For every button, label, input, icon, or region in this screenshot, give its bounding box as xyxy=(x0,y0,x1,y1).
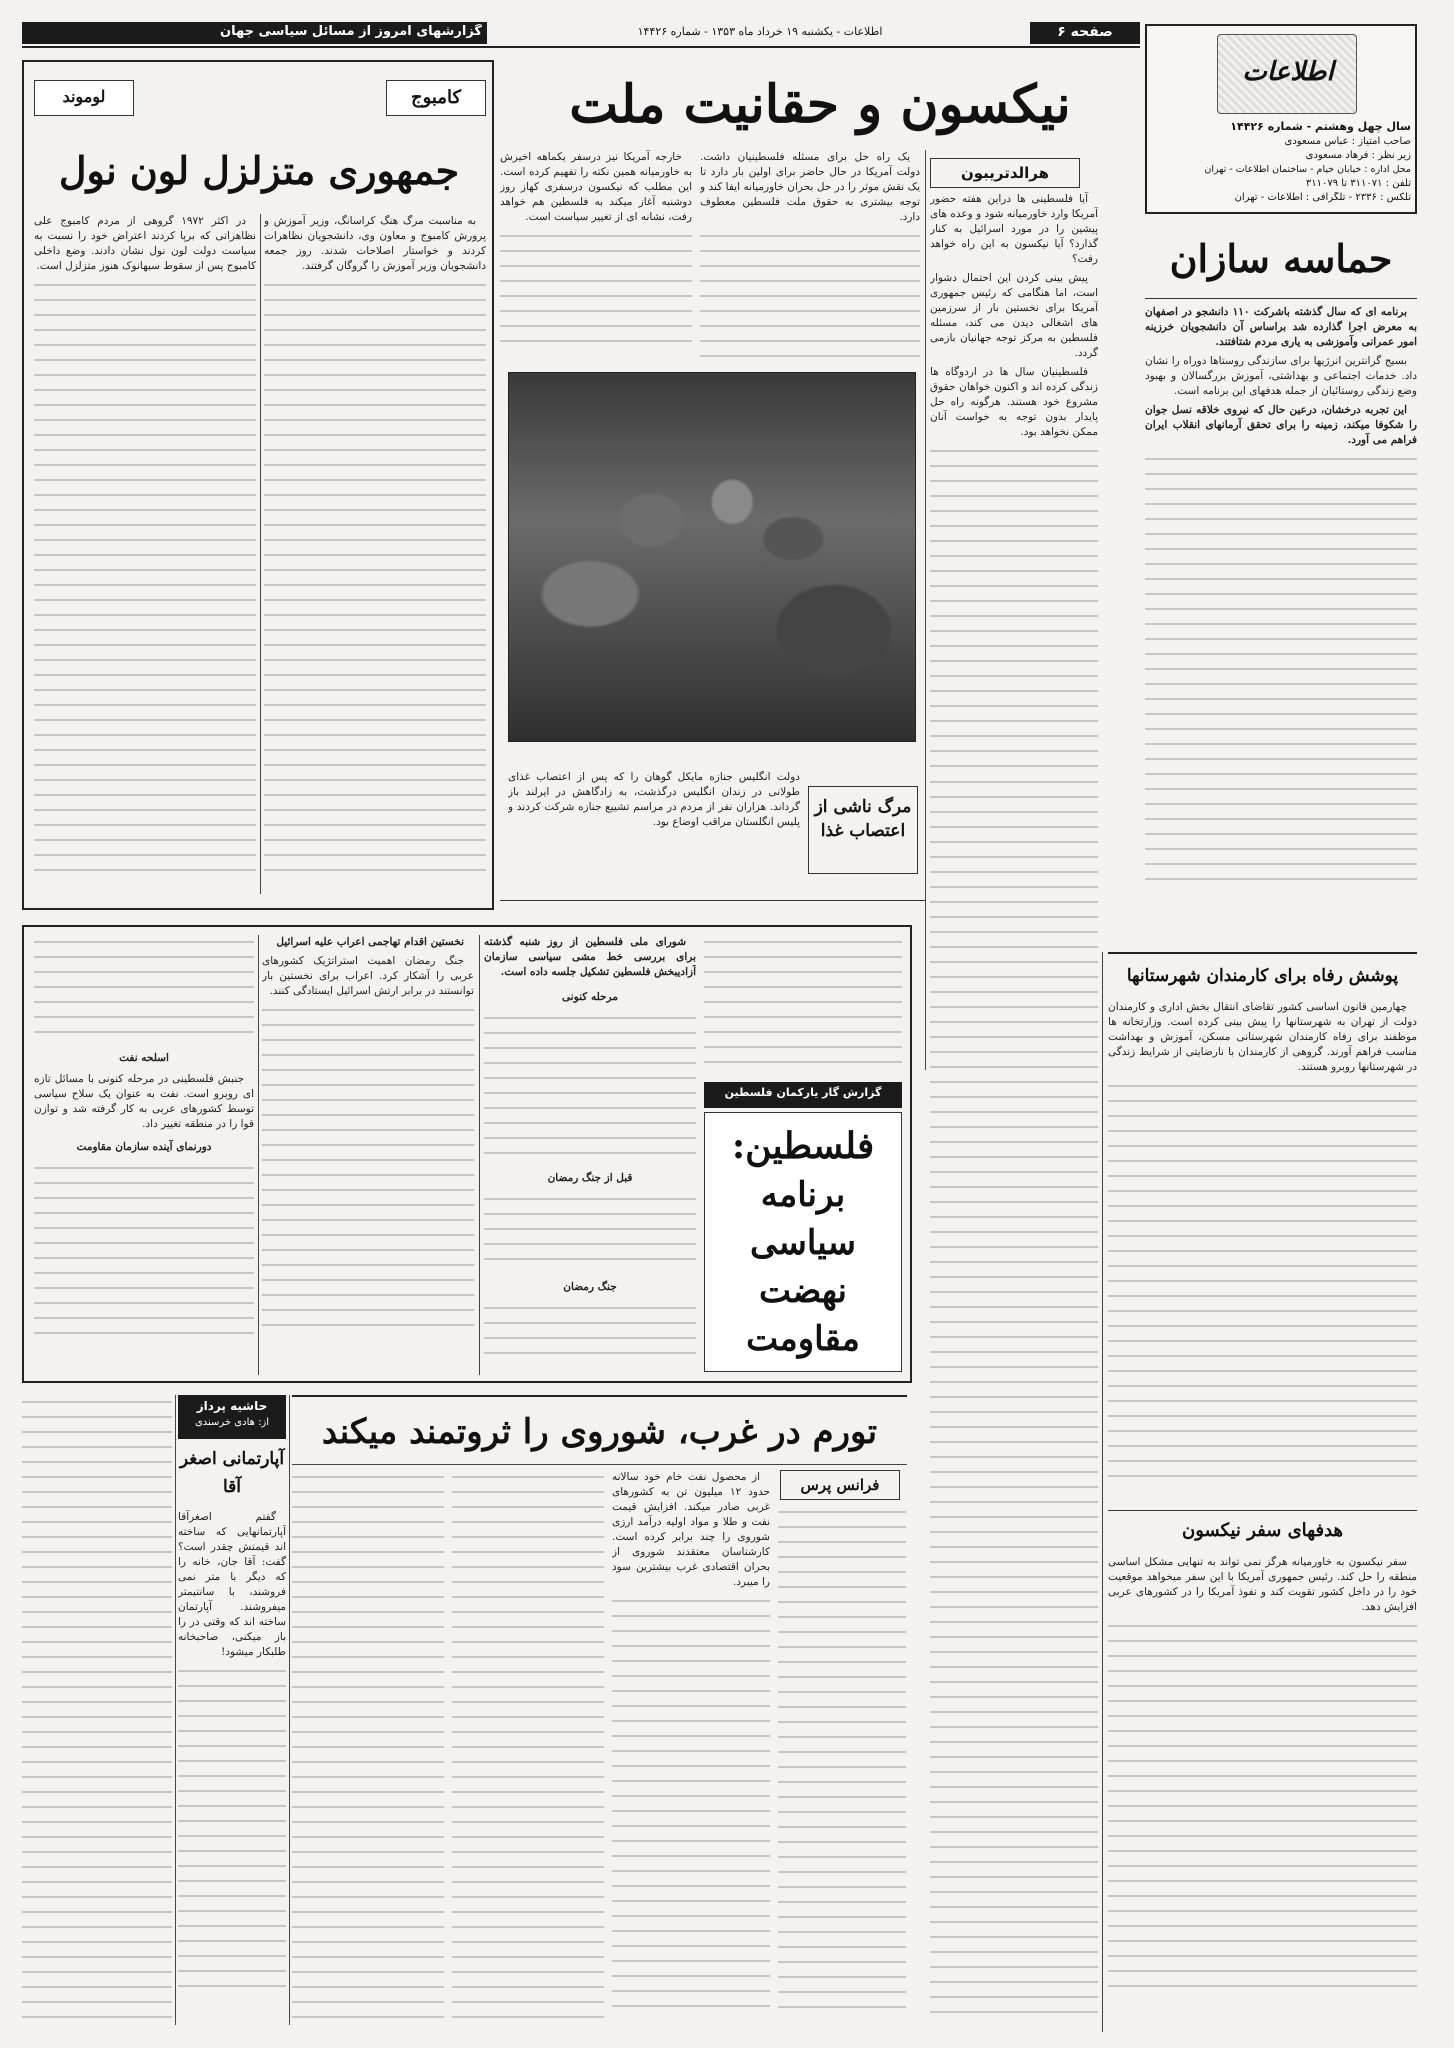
inflation-text: از محصول نفت خام خود سالانه حدود ۱۲ میلیون تن به کشورهای غربی صادر میکند. افزایش قیمت نفت و طلا و مواد اولیه درآمد ارزی شوروی را چند برابر کرده است. کارشناسان معتقدند شوروی از بحران اقتصادی غرب بیشترین سود را میبرد. xyxy=(612,1471,770,1588)
page-label-box xyxy=(1030,22,1140,44)
herald-continuation xyxy=(930,775,1098,2025)
text-continuation xyxy=(1108,1619,1417,1999)
palestine-label: گزارش گار یارکمان فلسطین xyxy=(724,1086,882,1099)
cambodia-headline: جمهوری متزلزل لون نول xyxy=(58,148,460,193)
masthead-editor: زیر نظر : فرهاد مسعودی xyxy=(1305,150,1411,161)
cambodia-body-left-text: در اکثر ۱۹۷۲ گروهی از مردم کامبوج علی نظاهراتی که برپا کردند اعتراض خود را نسبت به سیاست دولت لون نول نشان دادند. وضع داخلی کامبوج پس از سقوط سیهانوک هنوز متزلزل است. xyxy=(34,215,256,272)
text-continuation xyxy=(704,935,902,1070)
palestine-col-second xyxy=(262,935,474,1375)
text-continuation xyxy=(500,229,692,344)
palestine-headline-box xyxy=(704,1112,902,1372)
lead-column-1 xyxy=(700,150,920,365)
employees-body xyxy=(1108,1000,1417,1505)
palestine-col-left-body: جنبش فلسطینی در مرحله کنونی با مسائل تازه ای روبرو است. نفت به عنوان یک سلاح سیاسی توسط کشورهای عربی به کار گرفته شد و توازن قوا را در منطقه تغییر داد. xyxy=(34,1073,254,1130)
text-continuation xyxy=(292,1470,444,2020)
text-continuation xyxy=(178,1664,286,1994)
palestine-label-bar xyxy=(704,1082,902,1108)
column-rule xyxy=(1102,952,1103,2032)
inflation-body-col1 xyxy=(778,1505,906,2025)
nixon-trip-rule xyxy=(1108,1510,1417,1511)
masthead-year: سال چهل وهشتم - شماره ۱۴۴۲۶ xyxy=(1230,120,1411,133)
lead-column-1-text: یک راه حل برای مسئله فلسطینیان داشت. دولت آمریکا در حال حاضر برای اولین بار دارد تا یک نقش موثر را در حل بحران خاورمیانه ایفا کند و توجه بیشتری به حقوق ملت فلسطین معطوف دارد. xyxy=(700,151,920,223)
herald-tribune-paragraph: فلسطینیان سال ها در اردوگاه ها زندگی کرده اند و اکنون خواهان حقوق مشروع خود هستند. هرگونه راه حل پایدار بدون توجه به خواست آنان ممکن نخواهد بود. xyxy=(930,366,1098,438)
masthead-phone: تلفن : ۳۱۱۰۷۱ تا ۳۱۱۰۷۹ xyxy=(1305,178,1411,189)
column-rule xyxy=(289,1395,290,2025)
masthead-telex: تلکس : ۲۳۳۶ - تلگرافی : اطلاعات - تهران xyxy=(1234,192,1411,203)
employees-headline: پوشش رفاه برای کارمندان شهرستانها xyxy=(1126,966,1399,986)
hamaseh-paragraph: بسیج گرانترین انرژیها برای سازندگی روستاها دوراه را نشان داد. خدمات اجتماعی و بهداشتی، آموزش بزرگسالان و بهبود وضع زندگی روستائیان از جمله هدفهای این برنامه است. xyxy=(1145,355,1417,397)
text-continuation xyxy=(34,1161,254,1341)
humor-body xyxy=(178,1510,286,2025)
humor-author: از: هادی خرسندی xyxy=(194,1417,270,1428)
cambodia-label: کامبوج xyxy=(410,87,462,108)
herald-tribune-body xyxy=(930,192,1098,767)
text-continuation xyxy=(484,1301,696,1361)
mid-rule xyxy=(500,900,925,901)
cambodia-label-box xyxy=(386,80,486,116)
section-banner xyxy=(22,22,487,44)
masthead-logo-text: اطلاعات xyxy=(1242,57,1334,87)
palestine-column-rule xyxy=(258,935,259,1375)
masthead-logo xyxy=(1217,34,1357,114)
palestine-headline-line: برنامه xyxy=(760,1175,846,1215)
masthead-address: محل اداره : خیابان خیام - ساختمان اطلاعات - تهران xyxy=(1204,164,1411,175)
palestine-box xyxy=(22,925,912,1383)
main-headline: نیکسون و حقانیت ملت xyxy=(569,74,1071,135)
text-continuation xyxy=(1145,452,1417,892)
text-continuation xyxy=(1108,1079,1417,1479)
text-continuation xyxy=(930,444,1098,767)
palestine-sub-heading: قبل از جنگ رمضان xyxy=(547,1172,633,1184)
humor-left-col xyxy=(22,1395,172,2025)
palestine-left-heading: دورنمای آینده سازمان مقاومت xyxy=(76,1141,212,1153)
palestine-headline-line: نهضت xyxy=(758,1271,847,1311)
herald-tribune-label-box xyxy=(930,158,1080,188)
text-continuation xyxy=(778,1505,906,2020)
lead-column-2 xyxy=(500,150,692,365)
cambodia-body-right-text: به مناسبت مرگ هنگ کراسانگ، وزیر آموزش و پرورش کامبوج و معاون وی، دانشجویان نظاهرات کردند و خواستار اصلاحات شدند. روز جمعه دانشجویان وزیر آموزش را گروگان گرفتند. xyxy=(264,215,486,272)
column-rule xyxy=(175,1395,176,2025)
photo-caption-body: دولت انگلیس جنازه مایکل گوهان را که پس از اعتصاب غذای طولانی در زندان انگلیس درگذشت، به زادگاهش در ایرلند باز گرداند. هزاران نفر از مردم در مراسم تشییع جنازه شرکت کردند و پلیس انگلستان مراقب اوضاع بود. xyxy=(508,771,800,828)
page-label: صفحه ۶ xyxy=(1057,24,1113,40)
palestine-sub-text: شورای ملی فلسطین از روز شنبه گذشته برای بررسی خط مشی سیاسی سازمان آزادیبخش فلسطین تشکیل جلسه داده است. xyxy=(484,936,696,978)
hamaseh-paragraph: برنامه ای که سال گذشته باشرکت ۱۱۰ دانشجو در اصفهان به معرض اجرا گذارده شد براساس آن دانشجویان خرزینه امور عمرانی وآموزشی به یاری مردم شتافتند. xyxy=(1145,306,1417,348)
palestine-column-rule xyxy=(479,935,480,1375)
palestine-headline-line: فلسطین: xyxy=(731,1125,875,1167)
hamaseh-paragraph: این تجربه درخشان، درعین حال که نیروی خلاقه نسل جوان را شکوفا میکند، زمینه را برای تحقق آرمانهای انقلاب ایران فراهم می آورد. xyxy=(1145,404,1417,446)
inflation-headline-frame xyxy=(292,1395,907,1465)
photo-caption-title-box xyxy=(808,786,918,874)
cambodia-body-left xyxy=(34,214,256,894)
palestine-col-mid-body: جنگ رمضان اهمیت استراتژیک کشورهای عربی را آشکار کرد. اعراب برای نخستین بار توانستند در برابر ارتش اسرائیل ایستادگی کنند. xyxy=(262,955,474,997)
palestine-col-mid-heading: نخستین اقدام تهاجمی اعراب علیه اسرائیل xyxy=(276,936,464,948)
lead-column-2-text: خارجه آمریکا نیز درسفر یکماهه اخیرش به خاورمیانه همین نکته را تفهیم کرده است. این مطلب که نیکسون درسفری کهاز روز دوشنبه آغاز میکند به فلسطین هم خواهد رفت، نشانه ای از تغییر سیاست است. xyxy=(500,151,692,223)
hamaseh-headline: حماسه سازان xyxy=(1169,236,1393,281)
inflation-body-col4 xyxy=(292,1470,444,2025)
masthead-box xyxy=(1145,24,1417,214)
palestine-headline-line: سیاسی xyxy=(750,1223,856,1263)
column-rule xyxy=(925,150,926,1070)
nixon-trip-text: سفر نیکسون به خاورمیانه هرگز نمی تواند به تنهایی مشکل اساسی منطقه را حل کند. رئیس جمهوری آمریکا با این سفر میخواهد موقعیت خود را در داخل کشور تقویت کند و نفوذ آمریکا را در کشورهای عربی افزایش دهد. xyxy=(1108,1556,1417,1613)
text-continuation xyxy=(262,1003,474,1333)
palestine-col-middle xyxy=(484,935,696,1375)
humor-label: حاشیه پرداز xyxy=(196,1399,268,1413)
humor-headline: آپارتمانی اصغر آقا xyxy=(179,1449,285,1497)
inflation-body-col2 xyxy=(612,1470,770,2025)
text-continuation xyxy=(22,1395,172,2020)
text-continuation xyxy=(484,1192,696,1272)
funeral-photo xyxy=(508,372,916,742)
hamaseh-body xyxy=(1145,305,1417,945)
text-continuation xyxy=(484,1011,696,1161)
employees-text: چهارمین قانون اساسی کشور تقاضای انتقال بخش اداری و کارمندان دولت از تهران به شهرستانها را پیش بینی کرده است. وزارتخانه ها موظفند برای رفاه کارمندان شهرستانی مسکن، آموزش و بهداشت مناسب فراهم آورند. گروهی از کارمندان با نارضایتی از شرایط زندگی در شهرستانها روبرو هستند. xyxy=(1108,1001,1417,1073)
herald-tribune-label: هرالدتریبون xyxy=(960,164,1050,182)
issue-line: اطلاعات - یکشنبه ۱۹ خرداد ماه ۱۳۵۳ - شماره ۱۴۴۲۶ xyxy=(637,25,883,38)
herald-tribune-paragraph: آیا فلسطینی ها دراین هفته حضور آمریکا وارد خاورمیانه شود و وعده های پیشین را در مورد اسرائیل به کنار گذارد؟ آیا نیکسون به این راه خواهد رفت؟ xyxy=(930,193,1098,265)
inflation-body-col3 xyxy=(452,1470,604,2025)
palestine-headline-line: مقاومت xyxy=(746,1319,860,1359)
palestine-sub-heading: جنگ رمضان xyxy=(563,1281,617,1293)
text-continuation xyxy=(34,935,254,1045)
nixon-trip-body xyxy=(1108,1555,1417,2025)
text-continuation xyxy=(930,775,1098,2015)
humor-text: گفتم اصغرآقا آپارتمانهایی که ساخته اند قیمتش چقدر است؟ گفت: آقا جان، خانه را که دیگر با متر نمی فروشند، با سانتیمتر میفروشند. آپارتمان ساخته اند که وقتی در را باز میکنی، صاحبخانه طلبکار میشود! xyxy=(178,1511,286,1658)
text-continuation xyxy=(34,278,256,878)
inflation-headline: تورم در غرب، شوروی را ثروتمند میکند xyxy=(321,1412,878,1452)
lemonde-label: لوموند xyxy=(62,87,106,106)
text-continuation xyxy=(700,229,920,359)
humor-label-bar xyxy=(178,1395,286,1439)
photo-caption-title: مرگ ناشی از اعتصاب غذا xyxy=(814,797,912,841)
herald-tribune-paragraph: پیش بینی کردن این احتمال دشوار است، اما هنگامی که رئیس جمهوری آمریکا برای نخستین بار از سرزمین های اشغالی دیدن می کند، مسئله فلسطین به مرکز توجه جهانیان بازمی گردد. xyxy=(930,272,1098,359)
top-rule xyxy=(22,46,1140,48)
inflation-label: فرانس پرس xyxy=(800,1476,880,1494)
text-continuation xyxy=(612,1594,770,2014)
cambodia-box xyxy=(22,60,494,910)
section-banner-text: گزارشهای امروز از مسائل سیاسی جهان xyxy=(220,24,482,39)
palestine-sub-heading: مرحله کنونی xyxy=(562,991,618,1003)
text-continuation xyxy=(452,1470,604,2020)
lemonde-label-box xyxy=(34,80,134,116)
cambodia-body-right xyxy=(264,214,486,894)
text-continuation xyxy=(264,278,486,878)
nixon-trip-headline: هدفهای سفر نیکسون xyxy=(1181,1520,1344,1541)
inflation-label-box xyxy=(780,1470,900,1500)
palestine-col-top-right xyxy=(704,935,902,1075)
cambodia-column-rule xyxy=(260,214,261,894)
palestine-col-left xyxy=(34,935,254,1375)
palestine-left-heading: اسلحه نفت xyxy=(119,1052,169,1064)
right-col-rule xyxy=(1108,952,1417,954)
masthead-publisher: صاحب امتیاز : عباس مسعودی xyxy=(1284,136,1411,147)
hamaseh-rule xyxy=(1145,298,1417,299)
